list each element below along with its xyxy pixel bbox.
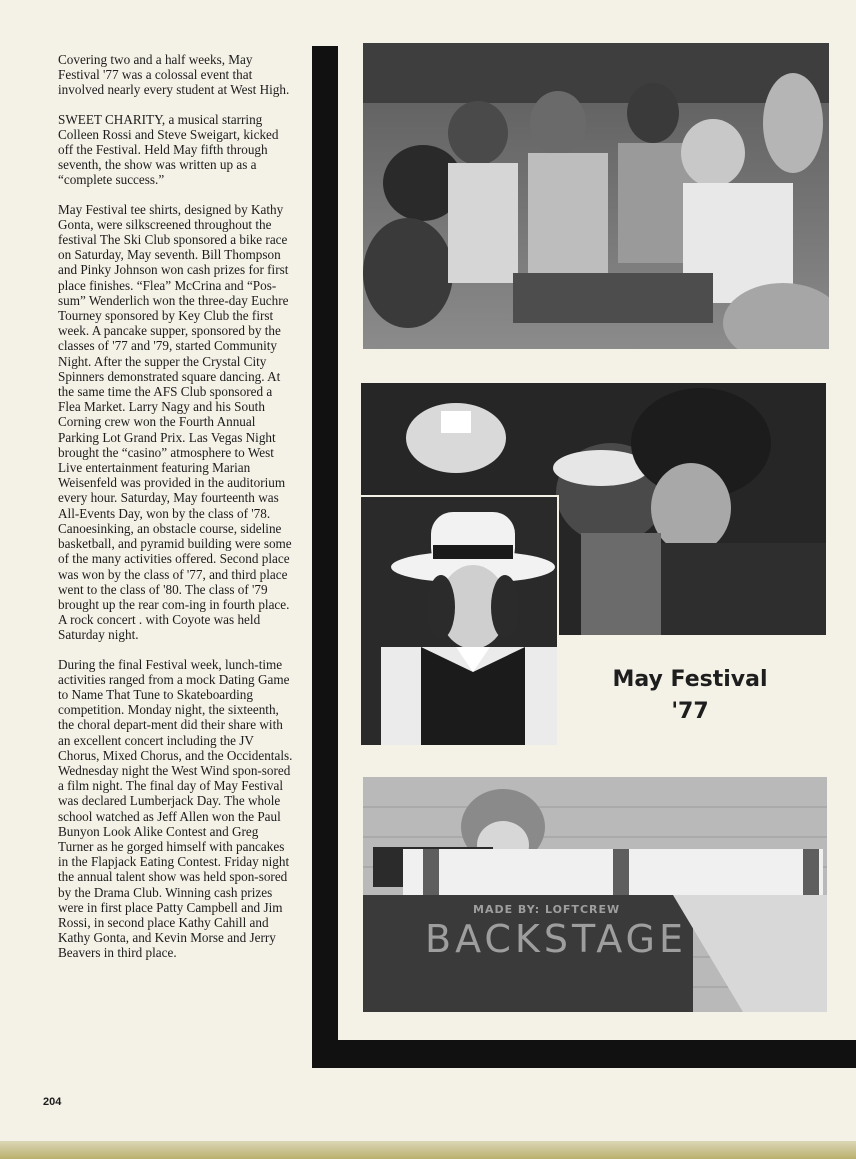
hat-boy-photo [361,495,559,745]
sign-made-by: MADE BY: LOFTCREW [473,903,621,916]
article-paragraph: May Festival tee shirts, designed by Kathy Gonta, were silkscreened throughout the festival The Ski Club sponsored a bike race on Saturday, May seventh. Bill Thompson and Pinky Johnson won cash prizes for first place finishes. “Flea” McCrina and “Pos-sum” Wenderlich won the three-day Euchre Tourney sponsored by Key Club the first week. A pancake supper, sponsored by the classes of '77 and '79, started Community Night. After the supper the Crystal City Spinners demonstrated square dancing. At the same time the AFS Club sponsored a Flea Market. Larry Nagy and his South Corning crew won the Fourth Annual Parking Lot Grand Prix. Las Vegas Night brought the “casino” atmosphere to West Live entertainment featuring Marian Weisenfeld was provided in the auditorium every hour. Saturday, May fourteenth was All-Events Day, won by the class of '78. Canoesinking, an obstacle course, sideline basketball, and pyramid building were some of the many activities offered. Second place was won by the class of '77, and third place went to the class of '80. The class of '79 brought up the rear com-ing in fourth place. A rock concert . with Coyote was held Saturday night. [58,201,292,643]
page-edge [0,1141,856,1159]
page-number: 204 [43,1096,62,1108]
article-paragraph: Covering two and a half weeks, May Festival '77 was a colossal event that involved nearly every student at West High. [58,52,290,98]
article-paragraph: SWEET CHARITY, a musical starring Colleen Rossi and Steve Sweigart, kicked off the Festival. Held May fifth through seventh, the show was written up as a “complete success.” [58,111,279,188]
sign-backstage: BACKSTAGE [425,917,688,961]
crowd-photo [363,43,829,349]
frame-bar-left [312,46,338,1068]
article-body [58,52,294,975]
page-title [590,664,790,728]
page-title-line1: May Festival [612,667,768,692]
backstage-photo [363,777,827,1012]
frame-bar-bottom [312,1040,856,1068]
page-title-line2: '77 [671,699,709,724]
article-paragraph: During the final Festival week, lunch-time activities ranged from a mock Dating Game to Name That Tune to Skateboarding competition. Monday night, the sixteenth, the choral depart-ment did their share with an excellent concert including the JV Chorus, Mixed Chorus, and the Occidentals. Wednesday night the West Wind spon-sored a film night. The final day of May Festival was declared Lumberjack Day. The whole school watched as Jeff Allen won the Paul Bunyon Look Alike Contest and Greg Turner as he gorged himself with pancakes in the Flapjack Eating Contest. Friday night the annual talent show was held spon-sored by the Drama Club. Winning cash prizes were in first place Patty Campbell and Jim Rossi, in second place Kathy Cahill and Kathy Gonta, and Kevin Morse and Jerry Beavers in third place. [58,656,293,961]
